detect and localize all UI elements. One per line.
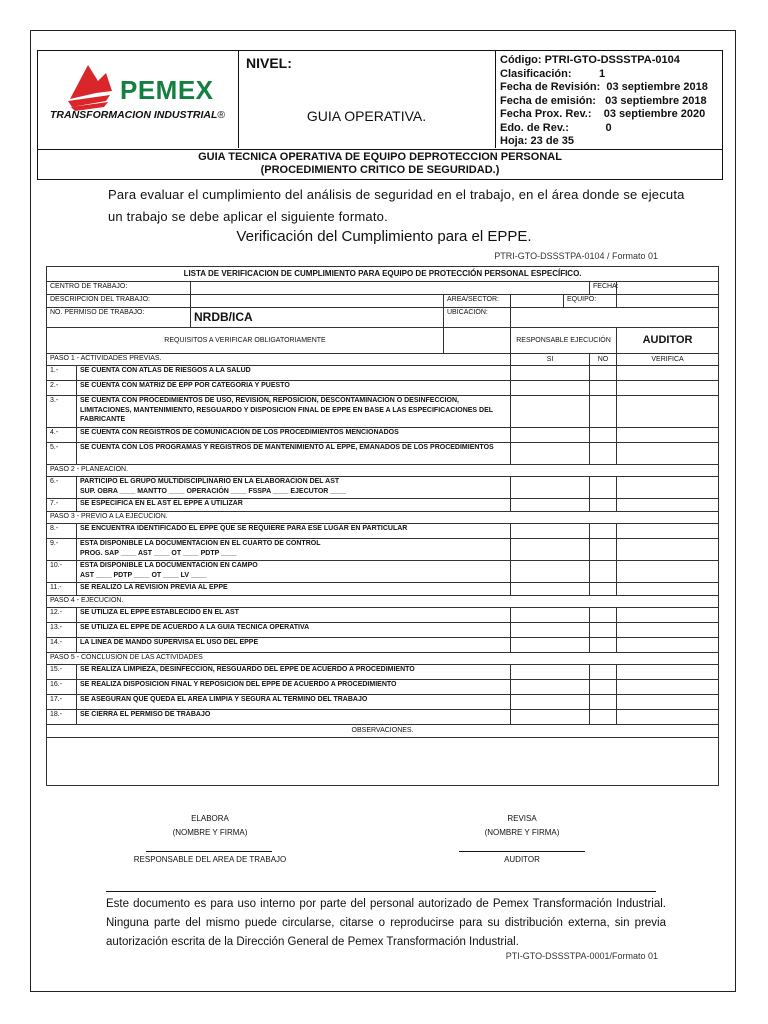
no-cell[interactable]	[590, 665, 617, 680]
table-row	[47, 539, 719, 561]
verifica-cell[interactable]	[617, 499, 719, 512]
paso-5: PASO 5 - CONCLUSION DE LAS ACTIVIDADES	[47, 653, 719, 665]
table-row	[47, 561, 719, 583]
item-num: 2.-	[47, 381, 77, 396]
si-cell[interactable]	[511, 710, 590, 725]
revisa-sub: (NOMBRE Y FIRMA)	[484, 828, 560, 837]
si-header: SI	[511, 354, 590, 366]
table-row	[47, 695, 719, 710]
item-num: 16.-	[47, 680, 77, 695]
verifica-cell[interactable]	[617, 665, 719, 680]
table-row	[47, 710, 719, 725]
verifica-cell[interactable]	[617, 524, 719, 539]
verifica-cell[interactable]	[617, 396, 719, 428]
item-text: SE ASEGURAN QUE QUEDA EL AREA LIMPIA Y SEGURA AL TERMINO DEL TRABAJO	[77, 695, 511, 710]
item-text: SE ENCUENTRA IDENTIFICADO EL EPPE QUE SE REQUIERE PARA ESE LUGAR EN PARTICULAR	[77, 524, 511, 539]
signature-line-left[interactable]	[146, 851, 272, 852]
no-cell[interactable]	[590, 583, 617, 596]
table-row	[47, 665, 719, 680]
disclaimer: Este documento es para uso interno por parte del personal autorizado de Pemex Transformación Industrial. Ninguna parte del mismo puede circularse, citarse o reproducirse para su distribución externa, sin previa autorización escrita de la Dirección General de Pemex Transformación Industrial.	[106, 898, 666, 948]
document-title	[37, 150, 723, 180]
no-cell[interactable]	[590, 477, 617, 499]
verifica-cell[interactable]	[617, 428, 719, 443]
si-cell[interactable]	[511, 381, 590, 396]
no-cell[interactable]	[590, 695, 617, 710]
centro-field[interactable]	[191, 282, 590, 295]
verifica-cell[interactable]	[617, 695, 719, 710]
fecha-field[interactable]	[617, 282, 719, 295]
item-num: 17.-	[47, 695, 77, 710]
doc-type: GUIA OPERATIVA.	[306, 108, 427, 124]
paso-2: PASO 2 - PLANEACION.	[47, 465, 719, 477]
item-text: SE REALIZA DISPOSICION FINAL Y REPOSICION DEL EPPE DE ACUERDO A PROCEDIMIENTO	[77, 680, 511, 695]
item-text-line: ESTA DISPONIBLE LA DOCUMENTACION EN CAMPO	[80, 562, 258, 569]
item-text: SE UTILIZA EL EPPE DE ACUERDO A LA GUIA TECNICA OPERATIVA	[77, 623, 511, 638]
si-cell[interactable]	[511, 561, 590, 583]
item-text: SE CIERRA EL PERMISO DE TRABAJO	[77, 710, 511, 725]
item-num: 10.-	[47, 561, 77, 583]
item-text	[77, 561, 511, 583]
observaciones-header: OBSERVACIONES.	[47, 725, 719, 738]
item-num: 8.-	[47, 524, 77, 539]
si-cell[interactable]	[511, 680, 590, 695]
verifica-cell[interactable]	[617, 710, 719, 725]
intro-line-1: Para evaluar el cumplimiento del análisis de seguridad en el trabajo, en el área donde se ejecuta	[108, 187, 685, 202]
item-text: SE REALIZO LA REVISION PREVIA AL EPPE	[77, 583, 511, 596]
verifica-cell[interactable]	[617, 539, 719, 561]
item-text: SE ESPECIFICA EN EL AST EL EPPE A UTILIZAR	[77, 499, 511, 512]
title-line-2: (PROCEDIMIENTO CRITICO DE SEGURIDAD.)	[260, 164, 500, 176]
si-cell[interactable]	[511, 608, 590, 623]
si-cell[interactable]	[511, 396, 590, 428]
no-cell[interactable]	[590, 396, 617, 428]
item-num: 14.-	[47, 638, 77, 653]
responsable-role: RESPONSABLE DEL AREA DE TRABAJO	[133, 855, 287, 864]
clasificacion: Clasificación: 1	[500, 67, 606, 80]
elabora-sub: (NOMBRE Y FIRMA)	[172, 828, 248, 837]
no-cell[interactable]	[590, 366, 617, 381]
table-row	[47, 366, 719, 381]
item-text: SE CUENTA CON ATLAS DE RIESGOS A LA SALUD	[77, 366, 511, 381]
no-cell[interactable]	[590, 381, 617, 396]
codigo: Código: PTRI-GTO-DSSSTPA-0104	[500, 54, 680, 66]
pemex-logo	[38, 51, 239, 148]
descripcion-label: DESCRIPCION DEL TRABAJO:	[47, 295, 191, 308]
permiso-label: NO. PERMISO DE TRABAJO:	[47, 308, 191, 328]
equipo-label: EQUIPO:	[564, 295, 617, 308]
verifica-header: VERIFICA	[617, 354, 719, 366]
si-cell[interactable]	[511, 623, 590, 638]
si-cell[interactable]	[511, 524, 590, 539]
signature-left	[130, 812, 290, 840]
verifica-cell[interactable]	[617, 443, 719, 465]
table-row	[47, 638, 719, 653]
item-num: 7.-	[47, 499, 77, 512]
table-row	[47, 443, 719, 465]
revisa-label: REVISA	[507, 814, 537, 823]
item-num: 11.-	[47, 583, 77, 596]
item-text	[77, 539, 511, 561]
pemex-wordmark: PEMEX	[120, 75, 214, 105]
paso-3: PASO 3 - PREVIO A LA EJECUCION.	[47, 512, 719, 524]
verifica-cell[interactable]	[617, 680, 719, 695]
format-reference: PTRI-GTO-DSSSTPA-0104 / Formato 01	[494, 251, 658, 261]
no-cell[interactable]	[590, 539, 617, 561]
item-text: SE CUENTA CON REGISTROS DE COMUNICACIÓN DE LOS PROCEDIMIENTOS MENCIONADOS	[77, 428, 511, 443]
pemex-subtitle: TRANSFORMACION INDUSTRIAL	[50, 109, 218, 121]
item-text: LA LINEA DE MANDO SUPERVISA EL USO DEL EPPE	[77, 638, 511, 653]
table-title: LISTA DE VERIFICACION DE CUMPLIMIENTO PARA EQUIPO DE PROTECCIÓN PERSONAL ESPECÍFICO.	[47, 267, 719, 282]
item-text-line: PROG. SAP ____ AST ____ OT ____ PDTP ____	[80, 549, 237, 557]
descripcion-field[interactable]	[191, 295, 444, 308]
item-text: SE UTILIZA EL EPPE ESTABLECIDO EN EL AST	[77, 608, 511, 623]
item-num: 1.-	[47, 366, 77, 381]
item-text-line: PARTICIPO EL GRUPO MULTIDISCIPLINARIO EN LA ELABORACION DEL AST	[80, 478, 340, 485]
auditor-header: AUDITOR	[617, 328, 719, 354]
table-row	[47, 499, 719, 512]
doc-metadata	[496, 51, 722, 148]
ubicacion-label: UBICACIÓN:	[444, 308, 511, 328]
elabora-label: ELABORA	[191, 814, 229, 823]
fecha-prox-rev: Fecha Prox. Rev.: 03 septiembre 2020	[500, 108, 706, 120]
si-cell[interactable]	[511, 366, 590, 381]
permiso-field[interactable]: NRDB/ICA	[191, 308, 444, 328]
nivel-label: NIVEL:	[246, 55, 292, 71]
ubicacion-field[interactable]	[511, 308, 719, 328]
item-text: SE CUENTA CON MATRIZ DE EPP POR CATEGORIA Y PUESTO	[77, 381, 511, 396]
item-num: 9.-	[47, 539, 77, 561]
signature-right	[442, 812, 602, 840]
table-row	[47, 680, 719, 695]
signature-line-right[interactable]	[459, 851, 585, 852]
verifica-cell[interactable]	[617, 561, 719, 583]
verifica-cell[interactable]	[617, 638, 719, 653]
verifica-cell[interactable]	[617, 583, 719, 596]
table-row	[47, 623, 719, 638]
no-cell[interactable]	[590, 499, 617, 512]
responsable-header: RESPONSABLE EJECUCIÓN	[511, 328, 617, 354]
divider	[106, 891, 656, 892]
no-cell[interactable]	[590, 680, 617, 695]
centro-label: CENTRO DE TRABAJO:	[47, 282, 191, 295]
no-cell[interactable]	[590, 608, 617, 623]
no-cell[interactable]	[590, 428, 617, 443]
table-row	[47, 524, 719, 539]
no-cell[interactable]	[590, 443, 617, 465]
equipo-field[interactable]	[617, 295, 719, 308]
verifica-cell[interactable]	[617, 608, 719, 623]
no-cell[interactable]	[590, 623, 617, 638]
item-text: SE REALIZA LIMPIEZA, DESINFECCION, RESGUARDO DEL EPPE DE ACUERDO A PROCEDIMIENTO	[77, 665, 511, 680]
table-row	[47, 583, 719, 596]
item-num: 6.-	[47, 477, 77, 499]
table-row	[47, 428, 719, 443]
table-row	[47, 396, 719, 428]
title-line-1: GUIA TECNICA OPERATIVA DE EQUIPO DEPROTECCION PERSONAL	[198, 151, 562, 163]
verifica-cell[interactable]	[617, 477, 719, 499]
si-cell[interactable]	[511, 428, 590, 443]
si-cell[interactable]	[511, 539, 590, 561]
paso-4: PASO 4 - EJECUCION.	[47, 596, 719, 608]
si-cell[interactable]	[511, 695, 590, 710]
checklist-table	[46, 266, 719, 786]
item-num: 4.-	[47, 428, 77, 443]
area-field[interactable]	[511, 295, 564, 308]
fecha-revision: Fecha de Revisión: 03 septiembre 2018	[500, 81, 708, 93]
document-header	[37, 50, 723, 150]
auditor-role: AUDITOR	[504, 855, 540, 864]
item-text-line: SUP. OBRA ____ MANTTO ____ OPERACIÓN ____ FSSPA ____ EJECUTOR ____	[80, 487, 346, 495]
item-num: 13.-	[47, 623, 77, 638]
requisitos-header: REQUISITOS A VERIFICAR OBLIGATORIAMENTE	[47, 328, 444, 354]
header-middle	[238, 51, 496, 148]
footer-format-ref: PTI-GTO-DSSSTPA-0001/Formato 01	[505, 951, 658, 961]
area-label: AREA/SECTOR:	[444, 295, 511, 308]
item-text: SE CUENTA CON PROCEDIMIENTOS DE USO, REVISION, REPOSICION, DESCONTAMINACION O DESINFECCION, LIMITACIONES, MANTENIMIENTO, RESGUARDO Y DISPOSICION FINAL DE EPPE EN BASE A LAS ESPECIFICACIONES DEL FABRICANTE	[77, 396, 511, 428]
intro-line-2: un trabajo se debe aplicar el siguiente formato.	[108, 209, 388, 224]
edo-rev: Edo. de Rev.: 0	[500, 121, 612, 134]
verifica-cell[interactable]	[617, 366, 719, 381]
hoja: Hoja: 23 de 35	[500, 135, 574, 147]
si-cell[interactable]	[511, 443, 590, 465]
no-cell[interactable]	[590, 561, 617, 583]
registered-mark: ®	[217, 109, 226, 121]
no-cell[interactable]	[590, 710, 617, 725]
item-num: 15.-	[47, 665, 77, 680]
table-row	[47, 608, 719, 623]
paso-1: PASO 1 - ACTIVIDADES PREVIAS.	[47, 354, 511, 366]
observaciones-field[interactable]	[47, 738, 719, 786]
item-text-line: ESTA DISPONIBLE LA DOCUMENTACION EN EL CUARTO DE CONTROL	[80, 540, 321, 547]
item-text: SE CUENTA CON LOS PROGRAMAS Y REGISTROS DE MANTENIMIENTO AL EPPE, EMANADOS DE LOS PROCEDIMIENTOS	[77, 443, 511, 465]
item-num: 18.-	[47, 710, 77, 725]
table-row	[47, 477, 719, 499]
verifica-cell[interactable]	[617, 623, 719, 638]
si-cell[interactable]	[511, 477, 590, 499]
item-num: 12.-	[47, 608, 77, 623]
no-header: NO	[590, 354, 617, 366]
item-text	[77, 477, 511, 499]
fecha-emision: Fecha de emisión: 03 septiembre 2018	[500, 94, 707, 107]
si-cell[interactable]	[511, 665, 590, 680]
si-cell[interactable]	[511, 638, 590, 653]
table-row	[47, 381, 719, 396]
item-num: 3.-	[47, 396, 77, 428]
no-cell[interactable]	[590, 638, 617, 653]
item-num: 5.-	[47, 443, 77, 465]
item-text-line: AST ____ PDTP ____ OT ____ LV ____	[80, 571, 207, 579]
si-cell[interactable]	[511, 583, 590, 596]
fecha-label: FECHA:	[590, 282, 617, 295]
verification-title: Verificación del Cumplimiento para el EPPE.	[236, 228, 532, 245]
intro-text	[108, 184, 685, 228]
verifica-cell[interactable]	[617, 381, 719, 396]
no-cell[interactable]	[590, 524, 617, 539]
si-cell[interactable]	[511, 499, 590, 512]
